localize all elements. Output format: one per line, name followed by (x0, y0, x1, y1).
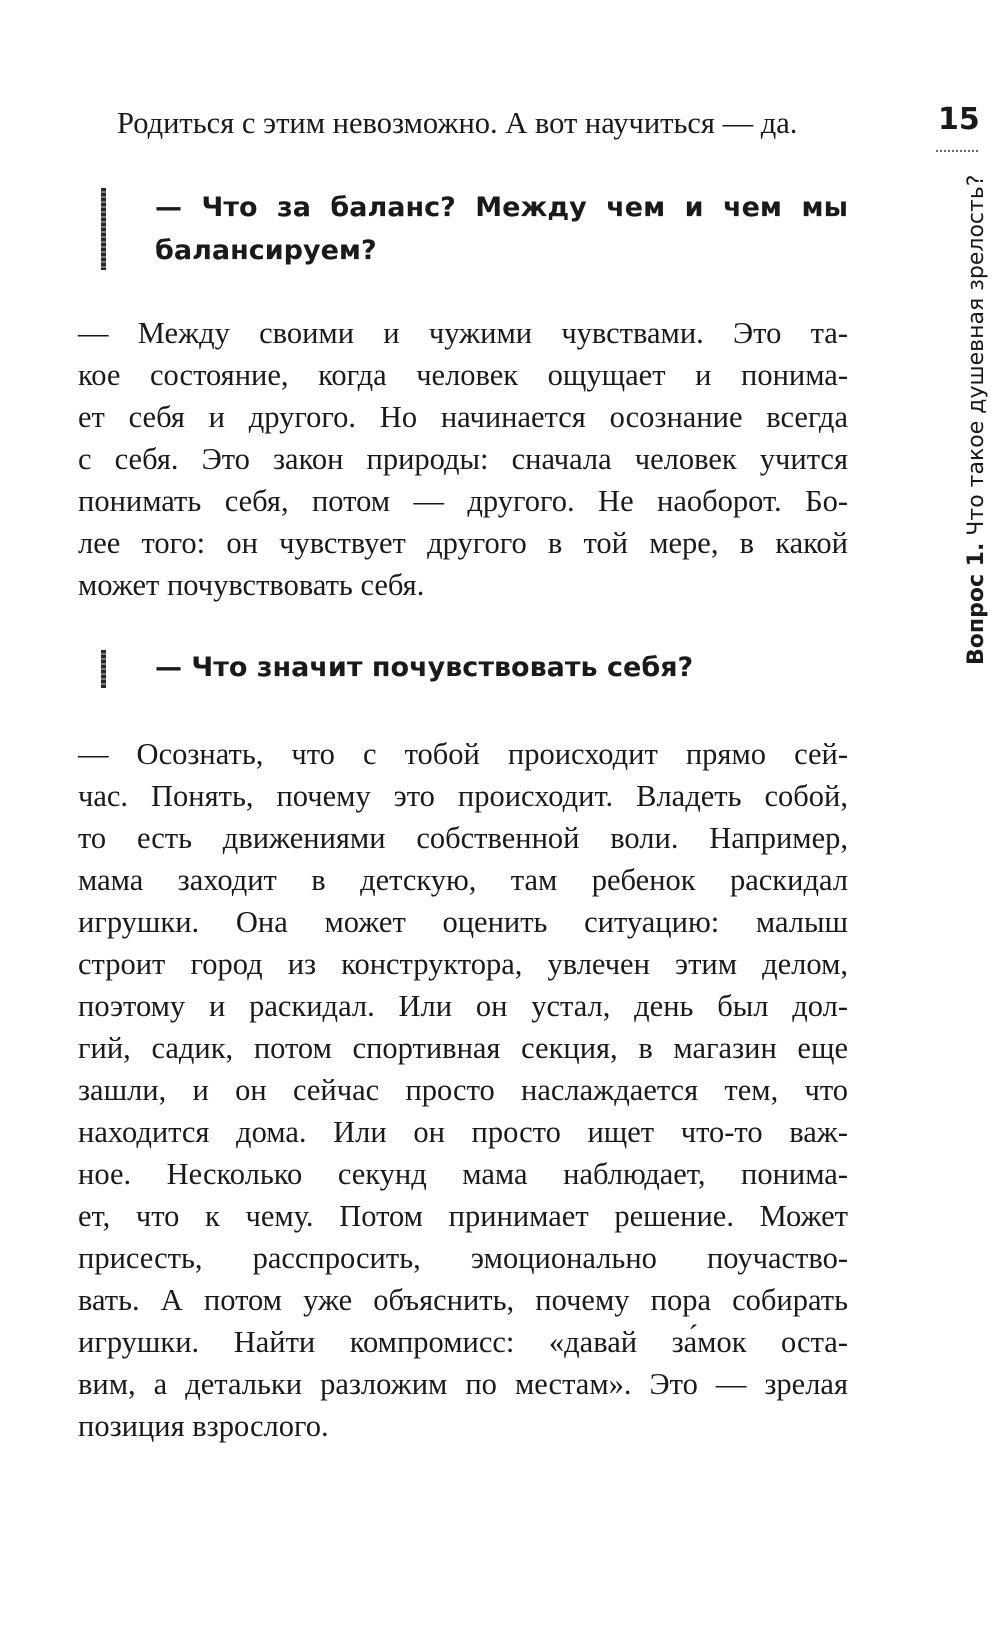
answer-2-line: ет, что к чему. Потом принимает решение. Может (78, 1199, 848, 1233)
answer-2-line: ное. Несколько секунд мама наблюдает, понима- (78, 1157, 848, 1191)
running-head (963, 175, 991, 665)
answer-1-line: кое состояние, когда человек ощущает и понима- (78, 358, 848, 392)
answer-1-line: с себя. Это закон природы: сначала человек учится (78, 442, 848, 476)
question-2-line: — Что значит почувствовать себя? (155, 652, 694, 683)
answer-2-line: вим, а детальки разложим по местам». Это — зрелая (78, 1367, 848, 1401)
answer-2-line: зашли, и он сейчас просто наслаждается тем, что (78, 1073, 848, 1107)
question-1-bar (101, 188, 106, 270)
answer-1-line: понимать себя, потом — другого. Не наоборот. Бо- (78, 484, 848, 518)
running-head-part: Вопрос 1. (964, 542, 989, 665)
answer-1-line: — Между своими и чужими чувствами. Это та- (78, 316, 848, 350)
answer-1-line: может почувствовать себя. (78, 568, 425, 602)
answer-1-line: ет себя и другого. Но начинается осознание всегда (78, 400, 848, 434)
answer-2-line: поэтому и раскидал. Или он устал, день был дол- (78, 989, 848, 1023)
question-1-line: балансируем? (155, 235, 377, 266)
answer-2-line: гий, садик, потом спортивная секция, в магазин еще (78, 1031, 848, 1065)
question-2-bar (101, 650, 106, 688)
answer-2-line: вать. А потом уже объяснить, почему пора собирать (78, 1283, 848, 1317)
question-1-line: — Что за баланс? Между чем и чем мы (155, 192, 848, 223)
answer-2-line: мама заходит в детскую, там ребенок раскидал (78, 863, 848, 897)
answer-2-line: час. Понять, почему это происходит. Владеть собой, (78, 779, 848, 813)
answer-2-line: строит город из конструктора, увлечен этим делом, (78, 947, 848, 981)
answer-2-line: то есть движениями собственной воли. Например, (78, 821, 848, 855)
running-head-title: Что такое душевная зрелость? (964, 174, 989, 536)
page-number-rule (936, 150, 978, 152)
answer-1-line: лее того: он чувствует другого в той мере, в какой (78, 526, 848, 560)
answer-2-line: игрушки. Найти компромисс: «давай за́мок оста- (78, 1325, 848, 1359)
page-number: 15 (938, 102, 980, 137)
answer-2-line: находится дома. Или он просто ищет что-то важ- (78, 1115, 848, 1149)
answer-2-line: игрушки. Она может оценить ситуацию: малыш (78, 905, 848, 939)
answer-2-line: — Осознать, что с тобой происходит прямо сей- (78, 737, 848, 771)
top-line: Родиться с этим невозможно. А вот научиться — да. (117, 106, 798, 140)
answer-2-line: позиция взрослого. (78, 1409, 329, 1443)
answer-2-line: присесть, расспросить, эмоционально поучаство- (78, 1241, 848, 1275)
